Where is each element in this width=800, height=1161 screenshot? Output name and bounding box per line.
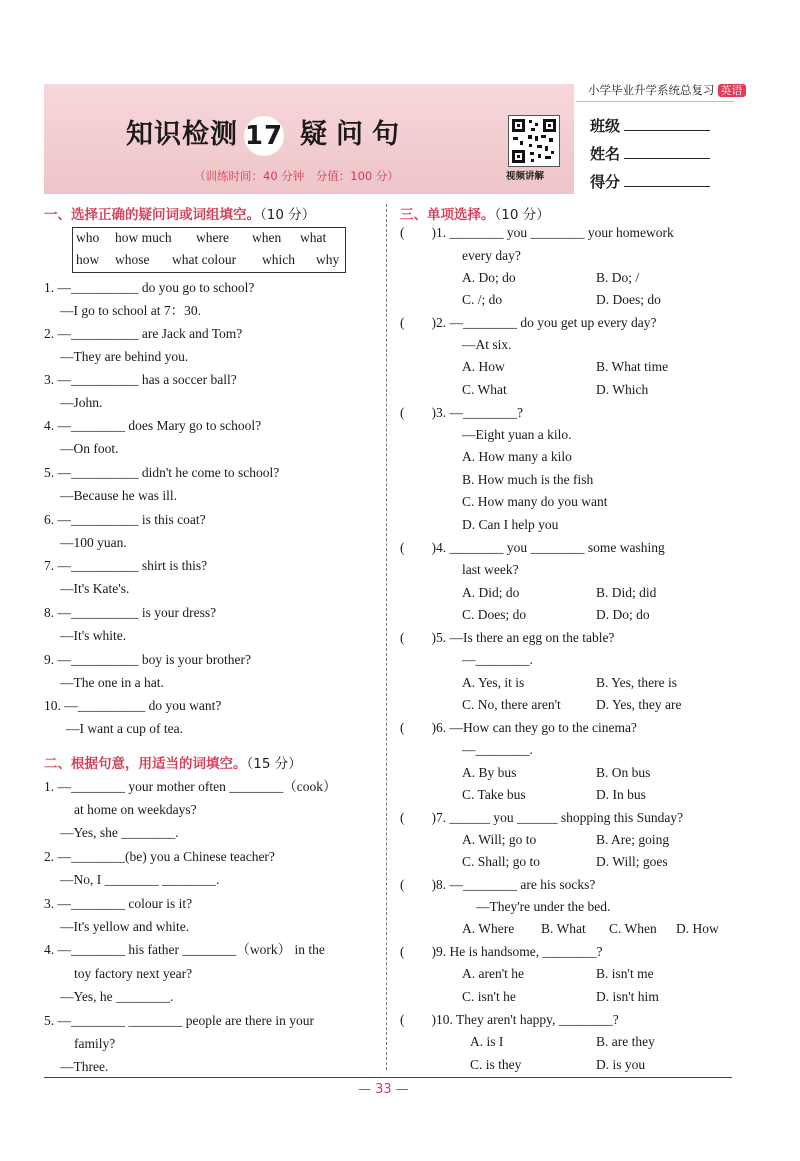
mc-option-b[interactable]: B. isn't me	[596, 966, 654, 981]
section3-points: （10 分）	[494, 207, 550, 223]
section2-title	[44, 752, 302, 772]
mc-option-d[interactable]: D. Yes, they are	[596, 697, 682, 712]
s1-line: —On foot.	[60, 441, 119, 456]
s1-line: 7. —__________ shirt is this?	[44, 558, 208, 573]
mc-question-stem: ( )8. —________ are his socks?	[400, 877, 596, 892]
subject-badge: 英语	[718, 84, 746, 97]
s1-line: 6. —__________ is this coat?	[44, 512, 206, 527]
section1-title	[44, 203, 315, 223]
mc-option-a[interactable]: A. Yes, it is	[462, 675, 525, 690]
word-bank-item: why	[316, 252, 340, 267]
class-label: 班级	[590, 117, 621, 135]
word-bank-item: how	[76, 252, 100, 267]
s1-line: —I want a cup of tea.	[66, 721, 183, 736]
score-label: 得分	[590, 173, 621, 191]
mc-option-c[interactable]: C. What	[462, 382, 507, 397]
mc-option-c[interactable]: C. Take bus	[462, 787, 526, 802]
class-field[interactable]	[624, 130, 710, 131]
s2-line: —Yes, she ________.	[60, 825, 179, 840]
s2-line: 4. —________ his father ________（work） in the	[44, 942, 325, 957]
section1-heading: 一、选择正确的疑问词或词组填空。	[44, 207, 260, 223]
s2-line: —No, I ________ ________.	[60, 872, 220, 887]
section3-title	[400, 203, 550, 223]
mc-question-stem: —They're under the bed.	[476, 899, 611, 914]
s2-line: at home on weekdays?	[74, 802, 197, 817]
mc-option-b[interactable]: B. Did; did	[596, 585, 657, 600]
word-bank-item: what	[300, 230, 327, 245]
word-bank-item: who	[76, 230, 100, 245]
series-header	[588, 82, 746, 98]
mc-question-stem: ( )3. —________?	[400, 405, 523, 420]
name-label: 姓名	[590, 145, 621, 163]
mc-option-b[interactable]: B. Are; going	[596, 832, 670, 847]
mc-option-b[interactable]: B. Yes, there is	[596, 675, 678, 690]
mc-option-b[interactable]: B. Do; /	[596, 270, 640, 285]
mc-question-stem: ( )6. —How can they go to the cinema?	[400, 720, 637, 735]
word-bank-item: how much	[115, 230, 172, 245]
mc-option-d[interactable]: D. Will; goes	[596, 854, 668, 869]
s1-line: —It's Kate's.	[60, 581, 130, 596]
training-info: （训练时间：40 分钟 分值：100 分）	[194, 169, 399, 183]
s1-line: 3. —__________ has a soccer ball?	[44, 372, 237, 387]
mc-option-a[interactable]: A. aren't he	[462, 966, 525, 981]
mc-option-c[interactable]: C. is they	[470, 1057, 522, 1072]
s1-line: 8. —__________ is your dress?	[44, 605, 217, 620]
word-bank-item: what colour	[172, 252, 237, 267]
mc-option-d[interactable]: D. How	[676, 921, 719, 936]
qr-label: 视频讲解	[506, 171, 545, 182]
s2-line: —Yes, he ________.	[60, 989, 174, 1004]
mc-question-stem: ( )5. —Is there an egg on the table?	[400, 630, 615, 645]
mc-option-a[interactable]: A. is I	[470, 1034, 504, 1049]
s1-line: —The one in a hat.	[60, 675, 164, 690]
s1-line: 1. —__________ do you go to school?	[44, 280, 255, 295]
mc-option-d[interactable]: D. Does; do	[596, 292, 661, 307]
mc-option-b[interactable]: B. On bus	[596, 765, 651, 780]
s2-line: 2. —________(be) you a Chinese teacher?	[44, 849, 275, 864]
mc-option-a[interactable]: A. How many a kilo	[462, 449, 572, 464]
s1-line: —I go to school at 7：30.	[60, 303, 201, 318]
mc-option-c[interactable]: C. Does; do	[462, 607, 527, 622]
s1-line: —Because he was ill.	[60, 488, 177, 503]
mc-question-stem: ( )10. They aren't happy, ________?	[400, 1012, 619, 1027]
score-field[interactable]	[624, 186, 710, 187]
s2-line: —Three.	[60, 1059, 109, 1074]
mc-question-stem: —________.	[462, 742, 533, 757]
mc-option-b[interactable]: B. How much is the fish	[462, 472, 594, 487]
mc-option-c[interactable]: C. /; do	[462, 292, 503, 307]
mc-option-d[interactable]: D. is you	[596, 1057, 646, 1072]
mc-option-c[interactable]: C. No, there aren't	[462, 697, 561, 712]
mc-question-stem: —Eight yuan a kilo.	[462, 427, 572, 442]
section2-points: （15 分）	[246, 756, 302, 772]
s1-line: 2. —__________ are Jack and Tom?	[44, 326, 243, 341]
mc-question-stem: every day?	[462, 248, 521, 263]
mc-option-a[interactable]: A. Do; do	[462, 270, 516, 285]
mc-question-stem: last week?	[462, 562, 519, 577]
section3-heading: 三、单项选择。	[400, 207, 495, 223]
footer-rule	[44, 1077, 732, 1078]
mc-question-stem: —________.	[462, 652, 533, 667]
s2-line: 1. —________ your mother often ________（cook）	[44, 779, 337, 794]
s2-line: —It's yellow and white.	[60, 919, 190, 934]
s2-line: 5. —________ ________ people are there in your	[44, 1013, 314, 1028]
series-name: 小学毕业升学系统总复习	[588, 83, 715, 97]
mc-question-stem: ( )4. ________ you ________ some washing	[400, 540, 665, 555]
mc-option-c[interactable]: C. Shall; go to	[462, 854, 541, 869]
mc-option-a[interactable]: A. Where	[462, 921, 515, 936]
name-field[interactable]	[624, 158, 710, 159]
s1-line: 9. —__________ boy is your brother?	[44, 652, 251, 667]
mc-question-stem: ( )9. He is handsome, ________?	[400, 944, 603, 959]
s1-line: 10. —__________ do you want?	[44, 698, 222, 713]
header-rule	[576, 101, 734, 102]
s1-line: 5. —__________ didn't he come to school?	[44, 465, 280, 480]
page-number: — 33 —	[358, 1082, 409, 1097]
mc-option-c[interactable]: C. How many do you want	[462, 494, 608, 509]
mc-question-stem: ( )2. —________ do you get up every day?	[400, 315, 657, 330]
mc-option-b[interactable]: B. are they	[596, 1034, 655, 1049]
mc-option-a[interactable]: A. Will; go to	[462, 832, 537, 847]
qr-code-icon[interactable]	[508, 115, 560, 167]
mc-option-a[interactable]: A. How	[462, 359, 505, 374]
s1-line: —It's white.	[60, 628, 127, 643]
mc-option-b[interactable]: B. What	[541, 921, 586, 936]
column-divider	[386, 204, 387, 1070]
mc-option-d[interactable]: D. isn't him	[596, 989, 659, 1004]
mc-question-stem: ( )7. ______ you ______ shopping this Sunday?	[400, 810, 684, 825]
mc-option-d[interactable]: D. Do; do	[596, 607, 650, 622]
s2-line: toy factory next year?	[74, 966, 193, 981]
s2-line: family?	[74, 1036, 116, 1051]
word-bank-item: whose	[115, 252, 150, 267]
word-bank-item: when	[252, 230, 282, 245]
mc-option-c[interactable]: C. isn't he	[462, 989, 516, 1004]
mc-question-stem: ( )1. ________ you ________ your homework	[400, 225, 674, 240]
mc-question-stem: —At six.	[462, 337, 512, 352]
mc-option-b[interactable]: B. What time	[596, 359, 669, 374]
page-title	[126, 112, 408, 156]
s2-line: 3. —________ colour is it?	[44, 896, 193, 911]
title-number: 17	[244, 116, 284, 156]
mc-option-c[interactable]: C. When	[609, 921, 657, 936]
s1-line: 4. —________ does Mary go to school?	[44, 418, 262, 433]
section1-points: （10 分）	[260, 207, 316, 223]
title-topic: 疑问句	[300, 119, 408, 150]
s1-line: —John.	[60, 395, 103, 410]
mc-option-d[interactable]: D. Which	[596, 382, 649, 397]
mc-option-a[interactable]: A. By bus	[462, 765, 517, 780]
title-prefix: 知识检测	[126, 119, 238, 150]
s1-line: —They are behind you.	[60, 349, 189, 364]
s1-line: —100 yuan.	[60, 535, 127, 550]
mc-option-a[interactable]: A. Did; do	[462, 585, 520, 600]
word-bank-item: where	[196, 230, 229, 245]
mc-option-d[interactable]: D. Can I help you	[462, 517, 559, 532]
mc-option-d[interactable]: D. In bus	[596, 787, 646, 802]
word-bank-item: which	[262, 252, 295, 267]
section2-heading: 二、根据句意，用适当的词填空。	[44, 756, 247, 772]
